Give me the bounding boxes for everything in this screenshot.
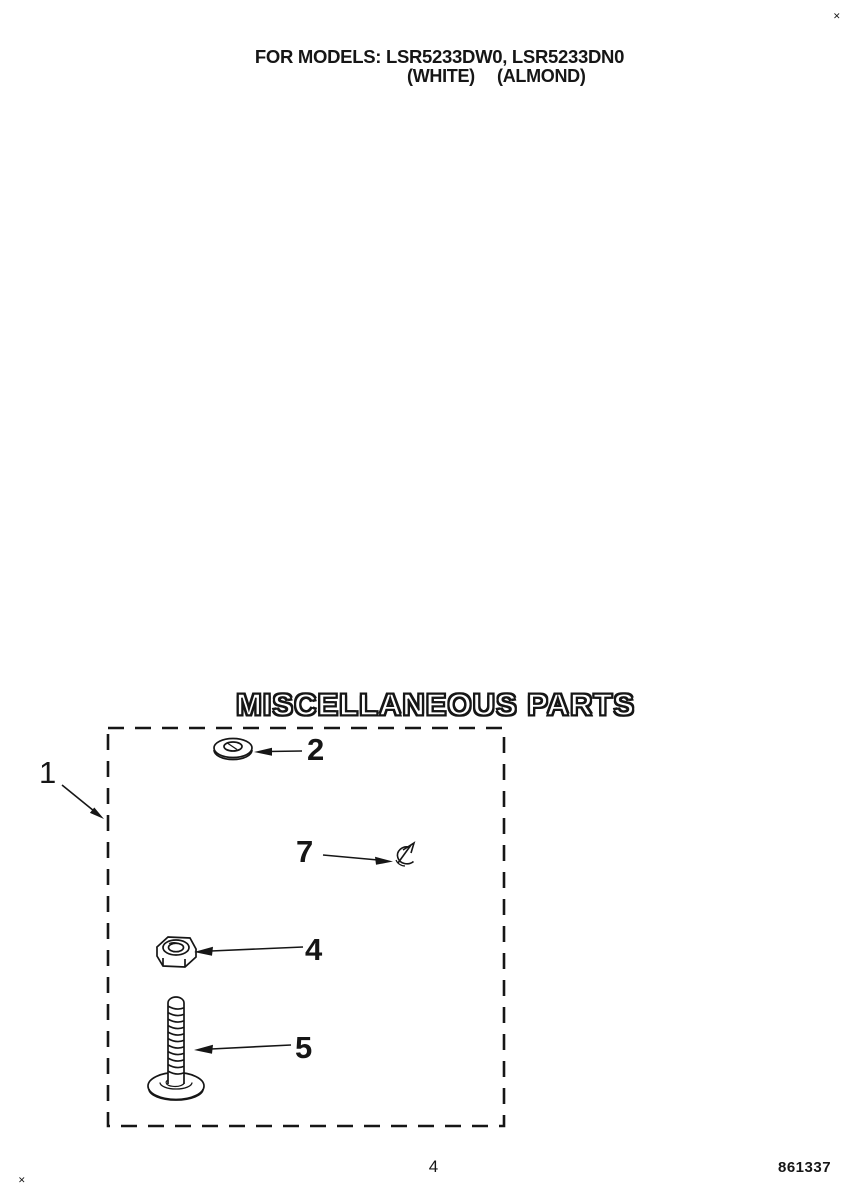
finish-label-almond: (ALMOND) [497,66,586,86]
leveling-leg-icon [148,997,204,1100]
callout-2-label: 2 [307,732,325,767]
flat-washer-icon [214,739,252,760]
callout-5-label: 5 [295,1030,313,1065]
document-number: 861337 [778,1159,832,1176]
section-title: MISCELLANEOUS PARTS [235,687,636,722]
callout-1-leader [62,785,104,819]
callout-7-leader [323,855,393,865]
callout-7-label: 7 [296,834,314,869]
registration-mark-bottom-left: ✕ [18,1175,26,1185]
models-header: FOR MODELS: LSR5233DW0, LSR5233DN0 [254,46,625,67]
registration-mark-top-right: ✕ [833,11,841,21]
finish-label-white: (WHITE) [407,66,475,86]
callout-5-leader [194,1045,291,1054]
hex-nut-icon [157,937,196,967]
callout-1-label: 1 [39,755,57,790]
callout-4-leader [194,947,303,956]
callout-2-leader [254,748,302,756]
retainer-clip-icon [396,843,414,866]
callout-4-label: 4 [305,932,323,967]
page-number: 4 [428,1157,439,1176]
